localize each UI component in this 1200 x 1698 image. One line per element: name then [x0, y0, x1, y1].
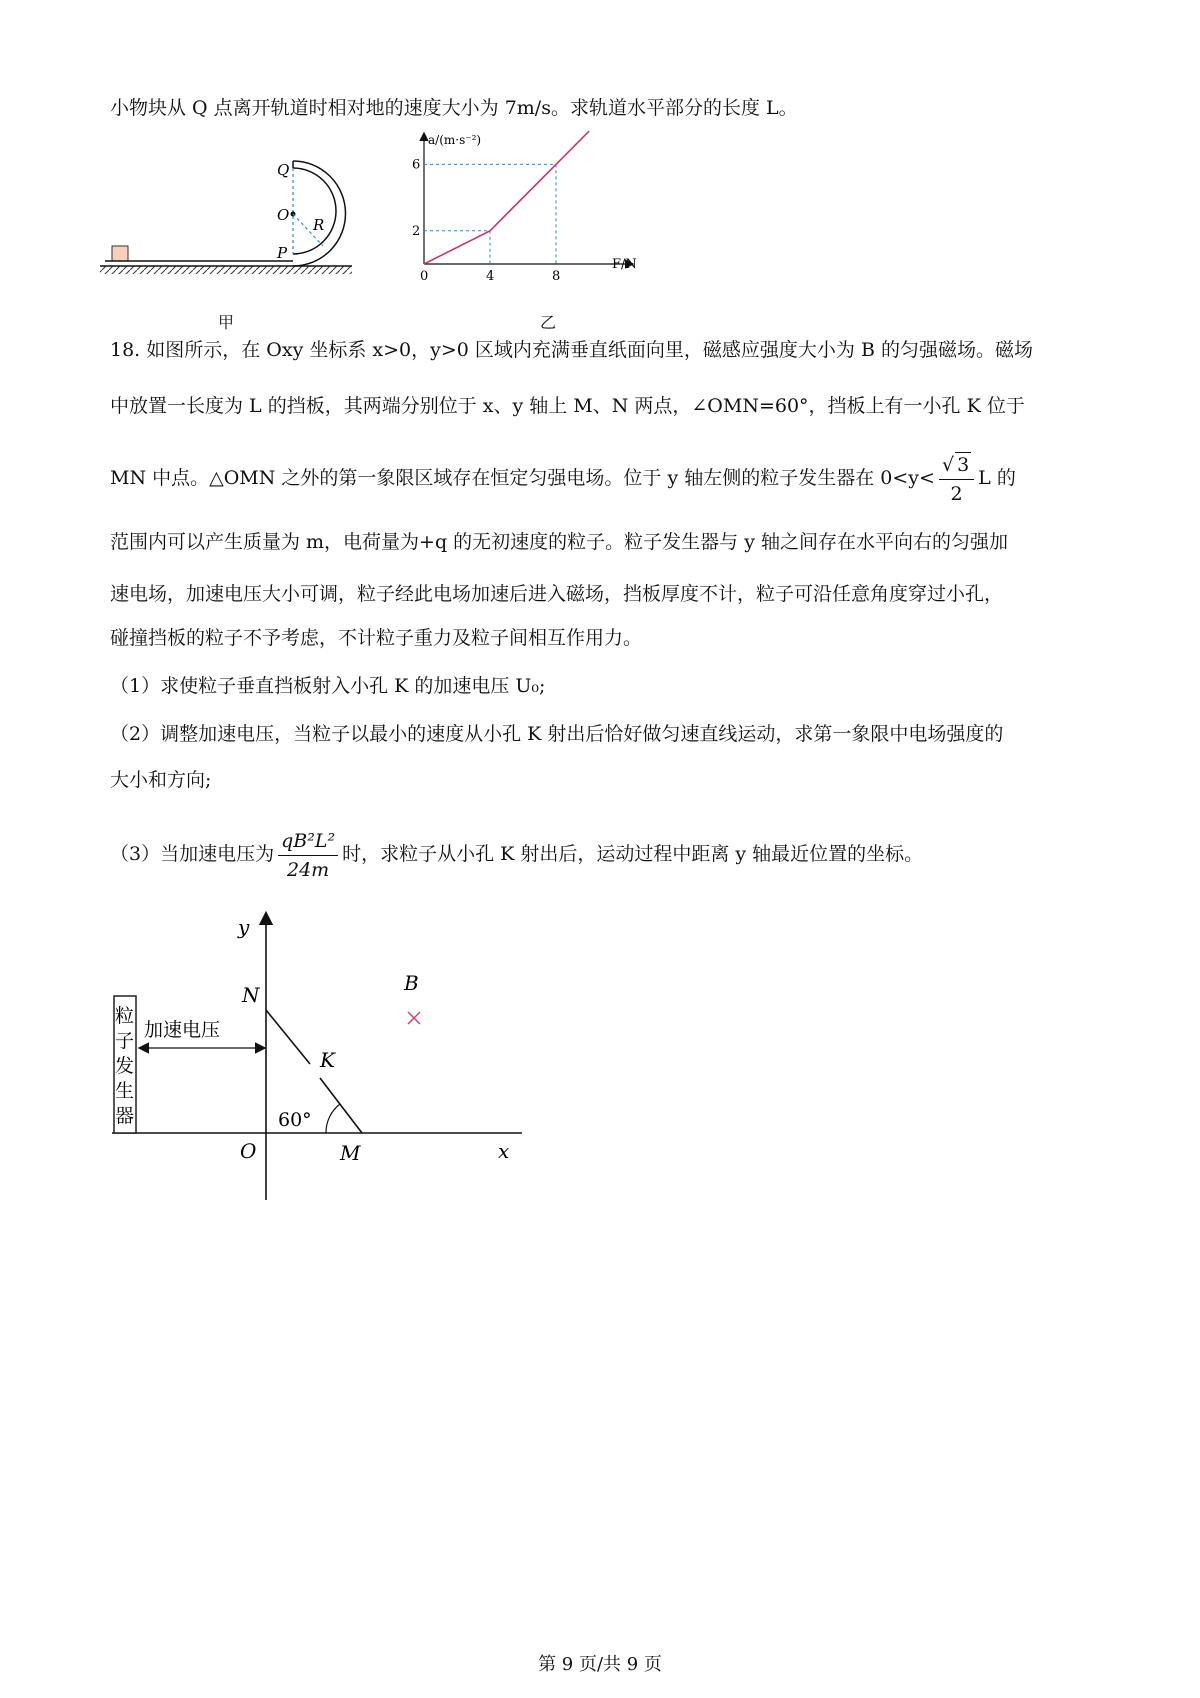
voltage-label: 加速电压	[144, 1019, 221, 1041]
voltage-fraction	[278, 829, 338, 882]
q18-line-6: 碰撞挡板的粒子不予考虑，不计粒子重力及粒子间相互作用力。	[110, 627, 643, 649]
y-axis-label: y	[238, 915, 250, 939]
generator-char-4: 生	[115, 1080, 135, 1102]
angle-label: 60°	[278, 1109, 312, 1131]
q18-line-5: 速电场，加速电压大小可调，粒子经此电场加速后进入磁场，挡板厚度不计，粒子可沿任意角度穿过小孔，	[110, 583, 1004, 605]
generator-char-2: 子	[115, 1030, 135, 1052]
coordinate-diagram	[100, 900, 540, 1210]
x-axis-label: x	[498, 1139, 510, 1163]
generator-char-3: 发	[115, 1055, 135, 1077]
chart-xtick-1: 4	[486, 269, 495, 284]
semicircle-track-inner	[293, 168, 336, 254]
chart-xtick-0: 0	[420, 269, 429, 284]
generator-char-1: 粒	[115, 1005, 135, 1027]
label-o: O	[277, 206, 290, 224]
q18-part-2b: 大小和方向;	[110, 769, 212, 791]
generator-char-5: 器	[115, 1105, 135, 1127]
q18-part-1: （1）求使粒子垂直挡板射入小孔 K 的加速电压 U₀;	[110, 675, 546, 697]
figure-chart	[410, 130, 650, 305]
caption-yi: 乙	[540, 313, 557, 332]
point-m-label: M	[340, 1141, 361, 1165]
field-b-label: B	[404, 971, 419, 995]
q18-part-3a: （3）当加速电压为	[110, 843, 275, 865]
figure-track	[95, 130, 365, 305]
acceleration-force-chart	[410, 130, 650, 305]
ground-hatch	[100, 266, 352, 274]
track-diagram	[95, 130, 365, 305]
point-n-label: N	[242, 983, 260, 1007]
voltage-denominator: 24m	[286, 858, 330, 881]
caption-jia: 甲	[218, 313, 235, 332]
label-r: R	[313, 216, 325, 234]
page-footer: 第 9 页/共 9 页	[538, 1654, 662, 1675]
q18-part-3	[110, 824, 1100, 884]
label-p: P	[277, 244, 288, 262]
q18-line-3b: L 的	[978, 467, 1016, 489]
baffle-upper	[266, 1010, 310, 1064]
q18-line-2: 中放置一长度为 L 的挡板，其两端分别位于 x、y 轴上 M、N 两点，∠OMN=60°，挡板上有一小孔 K 位于	[110, 395, 1025, 417]
angle-arc	[326, 1104, 340, 1133]
label-q: Q	[277, 161, 290, 179]
q18-line-3a: MN 中点。△OMN 之外的第一象限区域存在恒定匀强电场。位于 y 轴左侧的粒子发生器在 0<y<	[110, 467, 935, 489]
point-k-label: K	[320, 1048, 335, 1072]
q18-line-3	[110, 448, 1100, 508]
q18-part-2a: （2）调整加速电压，当粒子以最小的速度从小孔 K 射出后恰好做匀速直线运动，求第一象限中电场强度的	[110, 723, 1004, 745]
chart-xlabel: F/N	[612, 257, 637, 272]
figure-q18	[100, 900, 540, 1210]
fraction-numerator: 3	[957, 454, 970, 476]
intro-line: 小物块从 Q 点离开轨道时相对地的速度大小为 7m/s。求轨道水平部分的长度 L。	[110, 97, 798, 119]
chart-ytick-1: 6	[412, 157, 421, 173]
block	[112, 246, 128, 261]
chart-series-line	[424, 131, 589, 264]
q18-line-1: 18. 如图所示，在 Oxy 坐标系 x>0，y>0 区域内充满垂直纸面向里，磁感应强度大小为 B 的匀强磁场。磁场	[110, 339, 1033, 361]
chart-ytick-0: 2	[412, 223, 421, 239]
chart-ylabel: a/(m·s⁻²)	[428, 133, 482, 147]
q18-part-3b: 时，求粒子从小孔 K 射出后，运动过程中距离 y 轴最近位置的坐标。	[342, 843, 924, 865]
fraction-sqrt3-over-2: $\frac{√ 3}{2}$	[939, 452, 974, 506]
q18-line-4: 范围内可以产生质量为 m，电荷量为+q 的无初速度的粒子。粒子发生器与 y 轴之间存在水平向右的匀强加	[110, 531, 1008, 553]
chart-xtick-2: 8	[552, 269, 561, 284]
field-into-page-mark	[408, 1012, 420, 1024]
voltage-numerator: qB²L²	[278, 829, 338, 856]
fraction-denominator: 2	[950, 483, 963, 505]
origin-label: O	[240, 1139, 257, 1163]
